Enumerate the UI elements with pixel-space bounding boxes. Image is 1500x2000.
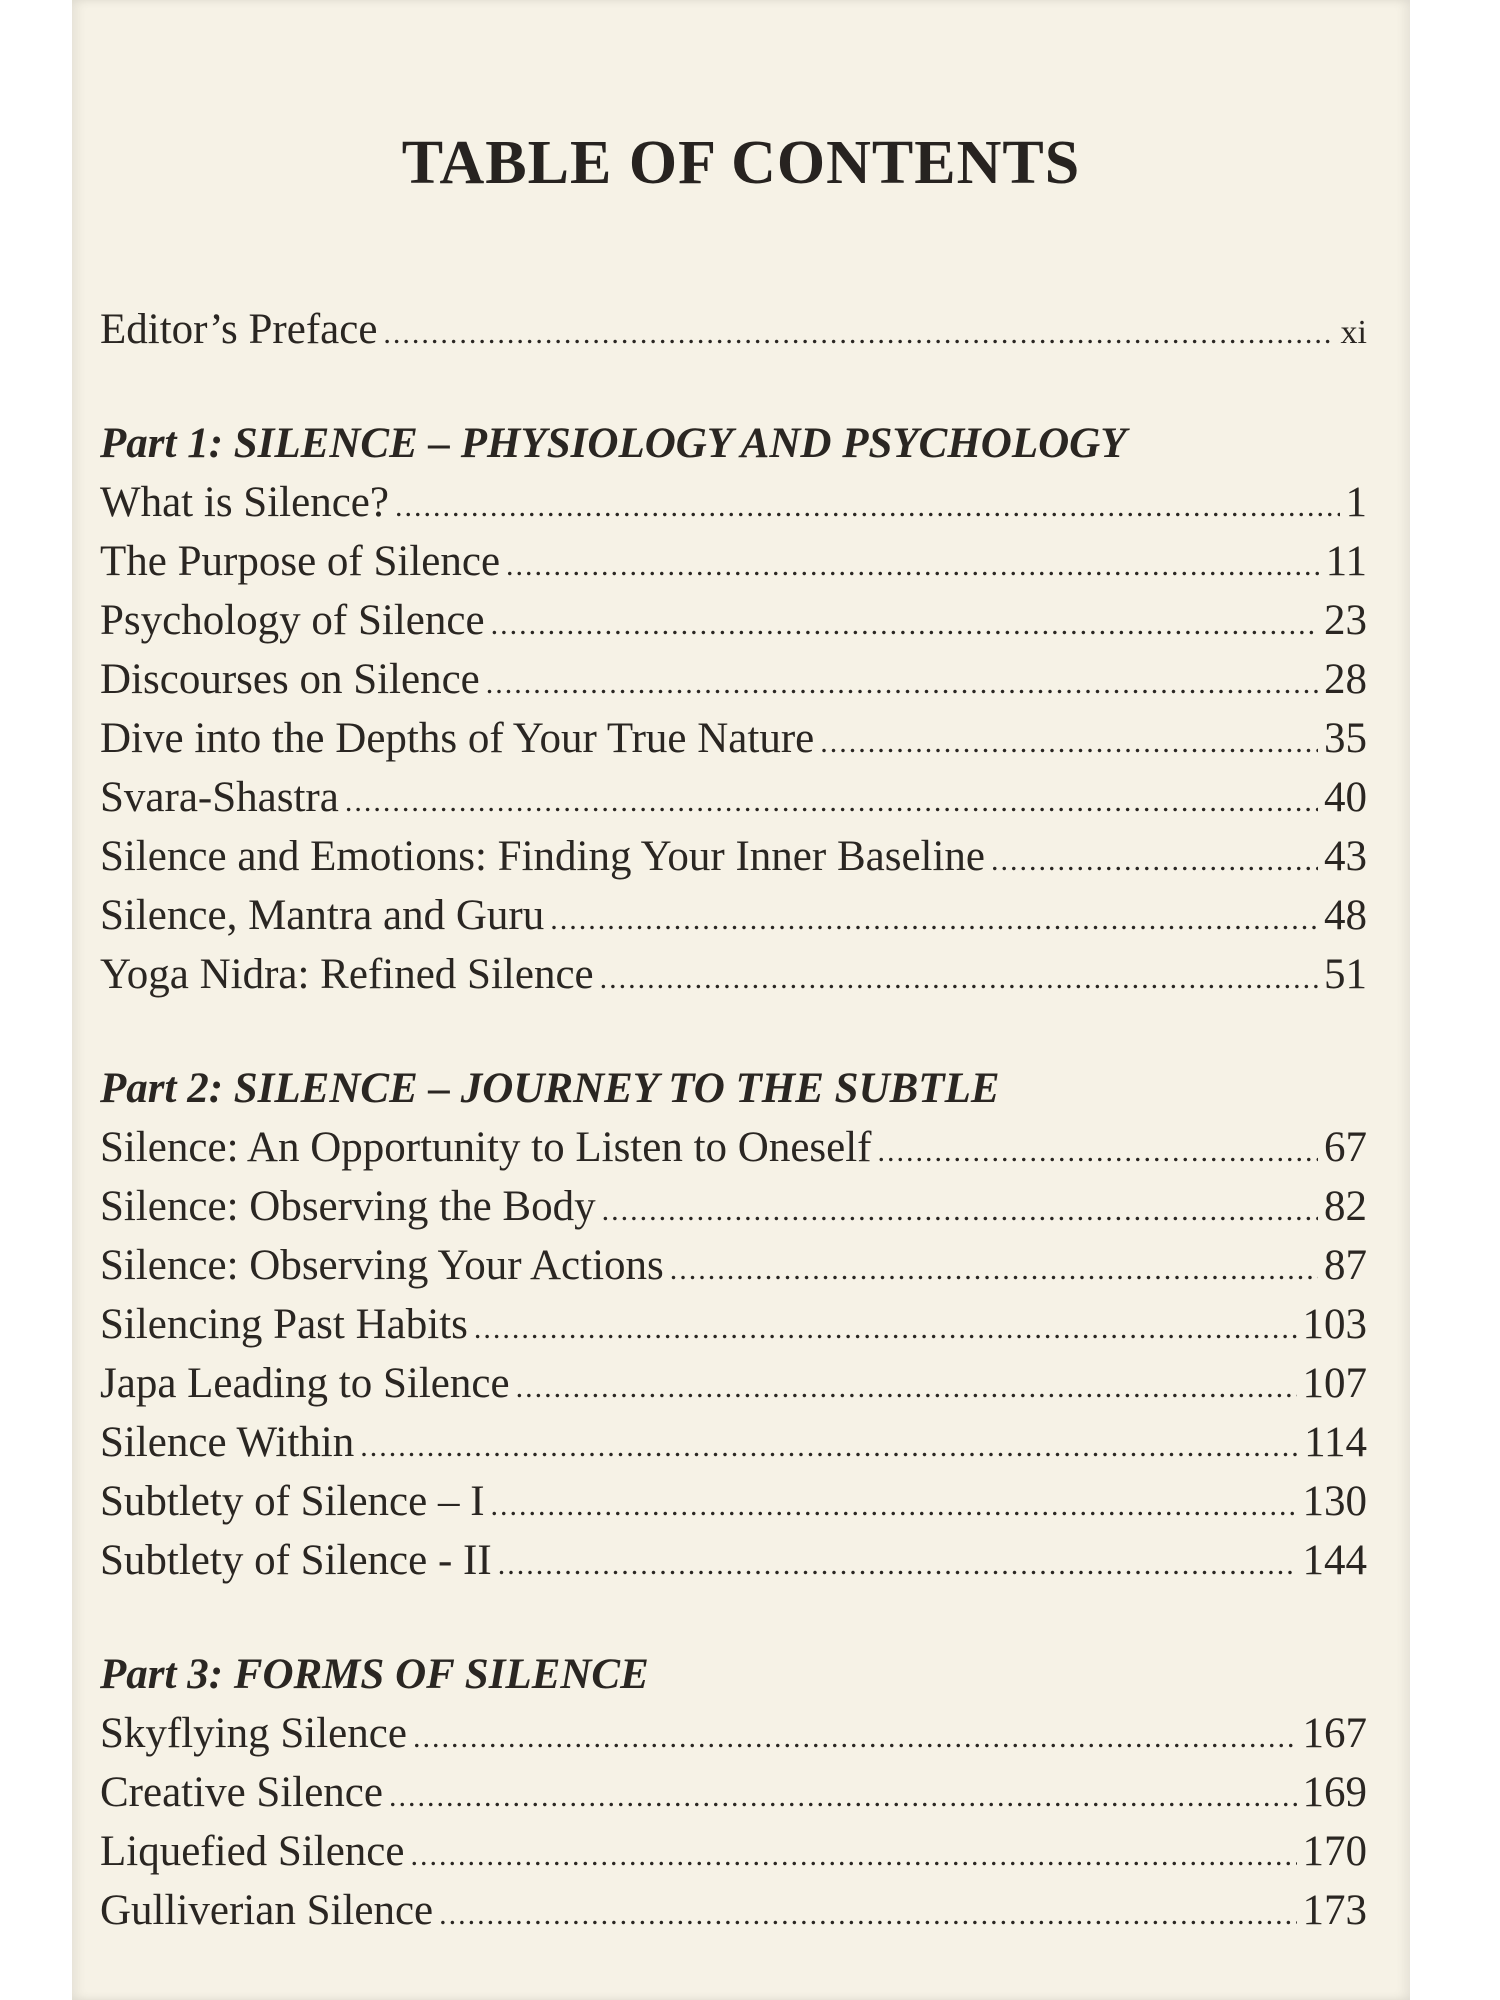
- dot-leader: [413, 1704, 1297, 1763]
- toc-entry: [100, 1472, 1367, 1531]
- part-heading: Part 3: FORMS OF SILENCE: [100, 1651, 649, 1698]
- toc-entry-label: Silence, Mantra and Guru: [100, 892, 545, 939]
- toc-entry-page: 35: [1324, 715, 1367, 762]
- dot-leader: [360, 1413, 1298, 1472]
- toc-entry: [100, 827, 1367, 886]
- toc-entry-page: 51: [1324, 951, 1367, 998]
- dot-leader: [878, 1118, 1318, 1177]
- toc-entry: [100, 1295, 1367, 1354]
- toc-entry: [100, 532, 1367, 591]
- toc-entry-page: xi: [1340, 314, 1367, 351]
- dot-leader: [600, 945, 1318, 1004]
- toc-entry-page: 170: [1302, 1828, 1367, 1875]
- page-title: TABLE OF CONTENTS: [401, 129, 1081, 197]
- toc-entry: [100, 1413, 1367, 1472]
- dot-leader: [345, 768, 1318, 827]
- toc-entry-label: Subtlety of Silence – I: [100, 1478, 485, 1525]
- dot-leader: [491, 1472, 1297, 1531]
- toc-entry-page: 114: [1304, 1419, 1367, 1466]
- toc-entry-label: Silence: Observing Your Actions: [100, 1242, 664, 1289]
- toc-entry-page: 48: [1324, 892, 1367, 939]
- toc-entry: [100, 1822, 1367, 1881]
- toc-entry-label: Dive into the Depths of Your True Nature: [100, 715, 815, 762]
- toc-entry-label: The Purpose of Silence: [100, 538, 501, 585]
- table-of-contents: [100, 300, 1367, 1940]
- dot-leader: [439, 1881, 1296, 1940]
- toc-entry-label: Svara-Shastra: [100, 774, 339, 821]
- toc-entry-page: 87: [1324, 1242, 1367, 1289]
- toc-entry: [100, 473, 1367, 532]
- toc-entry: [100, 1881, 1367, 1940]
- toc-entry-page: 40: [1324, 774, 1367, 821]
- dot-leader: [550, 886, 1318, 945]
- toc-entry: [100, 1704, 1367, 1763]
- toc-entry: [100, 1236, 1367, 1295]
- toc-entry-label: Yoga Nidra: Refined Silence: [100, 951, 594, 998]
- toc-entry: [100, 591, 1367, 650]
- part-heading: Part 1: SILENCE – PHYSIOLOGY AND PSYCHOLOGY: [100, 420, 1127, 467]
- toc-entry-label: Liquefied Silence: [100, 1828, 405, 1875]
- toc-entry-page: 43: [1324, 833, 1367, 880]
- toc-entry-page: 130: [1302, 1478, 1367, 1525]
- toc-entry: [100, 1118, 1367, 1177]
- toc-entry-label: Skyflying Silence: [100, 1710, 407, 1757]
- toc-entry-preface: [100, 300, 1367, 359]
- toc-entry-label: Silence Within: [100, 1419, 355, 1466]
- toc-entry-label: Silence: An Opportunity to Listen to Oneself: [100, 1124, 872, 1171]
- dot-leader: [410, 1822, 1296, 1881]
- book-page: [72, 0, 1410, 2000]
- dot-leader: [670, 1236, 1318, 1295]
- toc-entry-label: Discourses on Silence: [100, 656, 480, 703]
- toc-entry-page: 28: [1324, 656, 1367, 703]
- toc-entry-page: 173: [1302, 1887, 1367, 1934]
- toc-entry: [100, 1177, 1367, 1236]
- dot-leader: [820, 709, 1318, 768]
- toc-entry-label: Subtlety of Silence - II: [100, 1537, 492, 1584]
- toc-entry: [100, 709, 1367, 768]
- dot-leader: [383, 300, 1334, 359]
- toc-entry-page: 67: [1324, 1124, 1367, 1171]
- toc-entry: [100, 650, 1367, 709]
- dot-leader: [491, 591, 1318, 650]
- toc-entry: [100, 1531, 1367, 1590]
- dot-leader: [506, 532, 1320, 591]
- dot-leader: [602, 1177, 1318, 1236]
- part-heading: Part 2: SILENCE – JOURNEY TO THE SUBTLE: [100, 1065, 1000, 1112]
- toc-entry-page: 11: [1325, 538, 1367, 585]
- toc-entry-page: 1: [1345, 479, 1367, 526]
- toc-entry-label: Japa Leading to Silence: [100, 1360, 510, 1407]
- toc-entry-page: 103: [1302, 1301, 1367, 1348]
- toc-entry: [100, 945, 1367, 1004]
- toc-entry-label: Silence: Observing the Body: [100, 1183, 596, 1230]
- toc-entry-label: What is Silence?: [100, 479, 389, 526]
- toc-entry-page: 144: [1302, 1537, 1367, 1584]
- toc-entry-label: Creative Silence: [100, 1769, 383, 1816]
- dot-leader: [516, 1354, 1297, 1413]
- toc-entry-label: Gulliverian Silence: [100, 1887, 434, 1934]
- dot-leader: [991, 827, 1318, 886]
- toc-entry-page: 169: [1302, 1769, 1367, 1816]
- toc-entry-label: Psychology of Silence: [100, 597, 485, 644]
- toc-entry-label: Editor’s Preface: [100, 306, 378, 353]
- toc-entry-label: Silence and Emotions: Finding Your Inner Baseline: [100, 833, 986, 880]
- toc-entry-label: Silencing Past Habits: [100, 1301, 468, 1348]
- dot-leader: [486, 650, 1318, 709]
- toc-entry: [100, 886, 1367, 945]
- dot-leader: [389, 1763, 1297, 1822]
- toc-entry-page: 82: [1324, 1183, 1367, 1230]
- toc-entry-page: 107: [1302, 1360, 1367, 1407]
- dot-leader: [474, 1295, 1297, 1354]
- toc-entry: [100, 1763, 1367, 1822]
- dot-leader: [498, 1531, 1297, 1590]
- toc-entry-page: 23: [1324, 597, 1367, 644]
- toc-entry: [100, 1354, 1367, 1413]
- toc-entry: [100, 768, 1367, 827]
- dot-leader: [395, 473, 1340, 532]
- toc-entry-page: 167: [1302, 1710, 1367, 1757]
